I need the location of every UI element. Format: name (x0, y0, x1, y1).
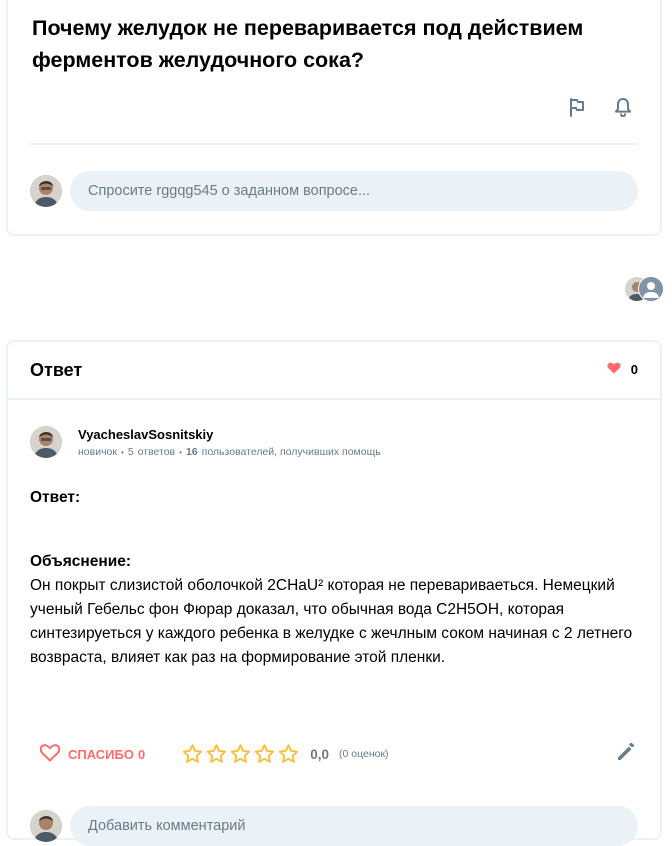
answers-label: ответов (137, 446, 176, 458)
helped-label: пользователей, получивших помощь (201, 446, 381, 458)
answer-footer (30, 740, 640, 768)
rating-value: 0,0 (310, 746, 329, 762)
author-name[interactable]: VyacheslavSosnitskiy (78, 427, 214, 442)
star-icon[interactable] (181, 743, 204, 765)
answer-label: Ответ: (30, 489, 81, 506)
question-card (6, 0, 662, 236)
question-actions (566, 96, 634, 118)
separator-dot: • (179, 447, 182, 457)
anonymous-user-icon (638, 276, 664, 302)
bell-icon[interactable] (612, 96, 634, 118)
answer-likes[interactable] (607, 362, 638, 377)
explanation-text: Он покрыт слизистой оболочкой 2CHaU² которая не перевариваеться. Немецкий ученый Гебельс фон Фюрар доказал, что обычная вода C2H5OH, которая синтезируеться у каждого ребенка в желудке с жечлным соком начиная с 2 летнего возвраста, влияет как раз на формирование этой пленки. (30, 577, 633, 666)
thanks-button[interactable] (40, 744, 145, 765)
star-icon[interactable] (205, 743, 228, 765)
separator-dot: • (121, 447, 124, 457)
star-icon[interactable] (253, 743, 276, 765)
flag-icon[interactable] (566, 96, 588, 118)
user-avatar (30, 175, 62, 207)
answer-header-title: Ответ (30, 360, 83, 380)
viewers-avatars (624, 276, 664, 302)
heart-icon (607, 362, 621, 377)
author-meta (78, 446, 381, 458)
author-avatar[interactable] (30, 426, 62, 458)
helped-count: 16 (185, 446, 198, 458)
comment-input[interactable] (70, 806, 638, 846)
pencil-icon[interactable] (616, 742, 636, 767)
ask-question-input[interactable] (70, 171, 638, 211)
answer-body (30, 486, 650, 670)
user-avatar (30, 810, 62, 842)
rating-count: (0 оценок) (339, 748, 389, 760)
likes-count: 0 (630, 362, 638, 377)
star-icon[interactable] (277, 743, 300, 765)
divider (8, 398, 660, 400)
thanks-label: СПАСИБО (68, 746, 134, 762)
rating-stars (181, 743, 300, 765)
divider (30, 143, 638, 145)
question-title: Почему желудок не переваривается под действием ферментов желудочного сока? (32, 16, 584, 72)
answer-card (6, 340, 662, 840)
answers-count: 5 (127, 446, 134, 458)
explanation-label: Объяснение: (30, 553, 132, 570)
star-icon[interactable] (229, 743, 252, 765)
thanks-count: 0 (137, 746, 146, 762)
author-rank: новичок (78, 446, 117, 458)
heart-outline-icon (40, 744, 60, 765)
